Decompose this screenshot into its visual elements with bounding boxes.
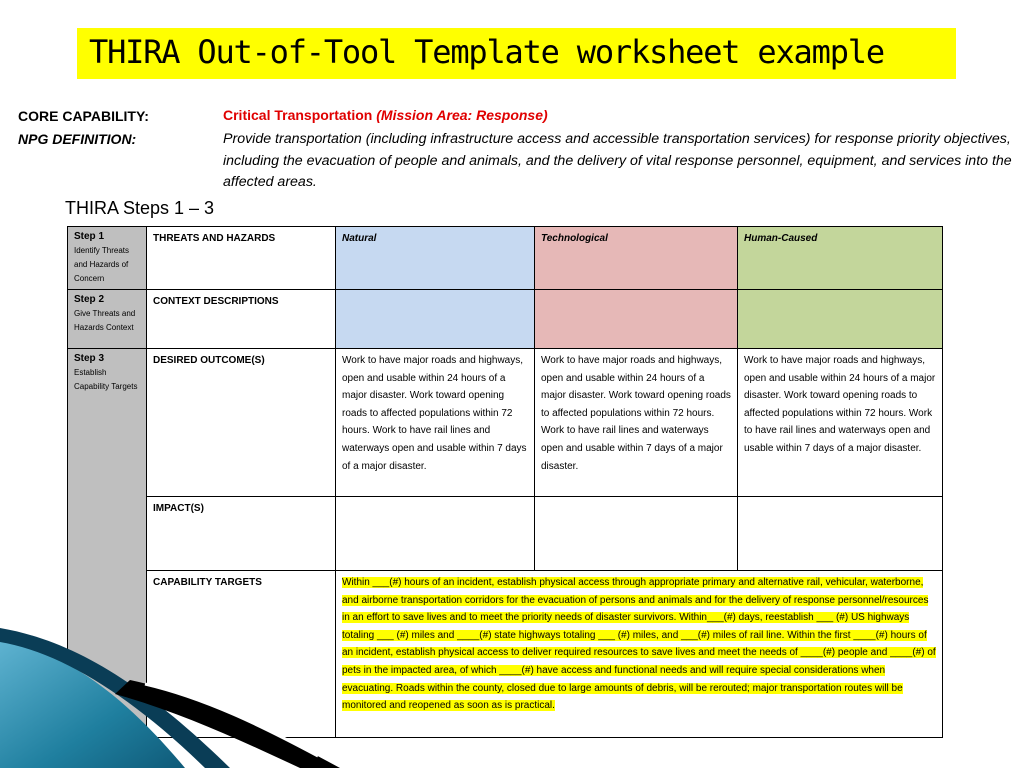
step3-title: Step 3	[74, 353, 105, 364]
technological-impacts-cell	[535, 497, 738, 571]
npg-definition-label: NPG DEFINITION:	[18, 131, 137, 147]
technological-header-cell	[535, 227, 738, 290]
human-caused-impacts-cell	[738, 497, 943, 571]
capability-targets-text: Within ___(#) hours of an incident, establish physical access through appropriate primary and alternative rail, vehicular, waterborne, and airborne transportation corridors for the evacuation of persons and animals and for the delivery of response personnel/resources in an effort to save lives and to meet the priority needs of disaster survivors. Within___(#) days, reestablish ___ (#) US highways totaling ___ (#) miles and ____(#) state highways totaling ___ (#) miles, and ___(#) miles of rail line. Within the first ____(#) hours of an incident, establish physical access to deliver required resources to save lives and meet the needs of ____(#) people and ____(#) of pets in the impacted area, of which ____(#) have access and functional needs and will require special considerations when evacuating. Roads within the county, closed due to large amounts of debris, will be rerouted; major transportation routes will be monitored and reopened as soon as is practical.	[342, 577, 936, 712]
table-row	[68, 349, 943, 497]
context-descriptions-cell	[147, 290, 336, 349]
steps-heading: THIRA Steps 1 – 3	[65, 198, 215, 218]
decorative-swoosh	[0, 620, 340, 768]
core-capability-name: Critical Transportation	[223, 107, 373, 123]
technological-context-cell	[535, 290, 738, 349]
human-caused-header-cell	[738, 227, 943, 290]
core-capability-value	[223, 105, 548, 126]
technological-desired-outcome: Work to have major roads and highways, open and usable within 24 hours of a major disaster. Work toward opening roads to affected populations within 72 hours. Work to have rail lines and waterways open and usable within 7 days of a major disaster.	[535, 349, 738, 497]
step3-desc: Establish Capability Targets	[74, 368, 138, 391]
step2-desc: Give Threats and Hazards Context	[74, 309, 136, 332]
impacts-label: IMPACT(S)	[153, 503, 204, 514]
natural-impacts-cell	[336, 497, 535, 571]
core-capability-label: CORE CAPABILITY:	[18, 108, 149, 124]
desired-outcomes-label: DESIRED OUTCOME(S)	[153, 355, 265, 366]
natural-desired-outcome: Work to have major roads and highways, open and usable within 24 hours of a major disaster. Work toward opening roads to affected populations within 72 hours. Work to have rail lines and waterways open and usable within 7 days of a major disaster.	[336, 349, 535, 497]
step1-desc: Identify Threats and Hazards of Concern	[74, 246, 129, 283]
human-caused-context-cell	[738, 290, 943, 349]
context-descriptions-label: CONTEXT DESCRIPTIONS	[153, 296, 279, 307]
table-row	[68, 497, 943, 571]
title-banner	[77, 28, 956, 79]
technological-header: Technological	[541, 233, 608, 244]
capability-targets-text-cell	[336, 571, 943, 738]
step2-title: Step 2	[74, 294, 105, 305]
slide-title: THIRA Out-of-Tool Template worksheet example	[89, 33, 884, 71]
table-row	[68, 290, 943, 349]
capability-targets-label: CAPABILITY TARGETS	[153, 577, 262, 588]
threats-hazards-cell	[147, 227, 336, 290]
human-caused-desired-outcome: Work to have major roads and highways, open and usable within 24 hours of a major disaster. Work toward opening roads to affected populations within 72 hours. Work to have rail lines and waterways open and usable within 7 days of a major disaster.	[738, 349, 943, 497]
step2-cell	[68, 290, 147, 349]
npg-definition-text: Provide transportation (including infrastructure access and accessible transportation services) for response priority objectives, including the evacuation of people and animals, and the delivery of vital response personnel, equipment, and services into the affected areas.	[223, 131, 1012, 190]
mission-area: (Mission Area: Response)	[376, 107, 548, 123]
step1-title: Step 1	[74, 231, 105, 242]
desired-outcomes-cell	[147, 349, 336, 497]
threats-hazards-label: THREATS AND HAZARDS	[153, 233, 276, 244]
impacts-cell	[147, 497, 336, 571]
natural-header: Natural	[342, 233, 377, 244]
step1-cell	[68, 227, 147, 290]
natural-context-cell	[336, 290, 535, 349]
human-caused-header: Human-Caused	[744, 233, 818, 244]
table-row	[68, 227, 943, 290]
natural-header-cell	[336, 227, 535, 290]
